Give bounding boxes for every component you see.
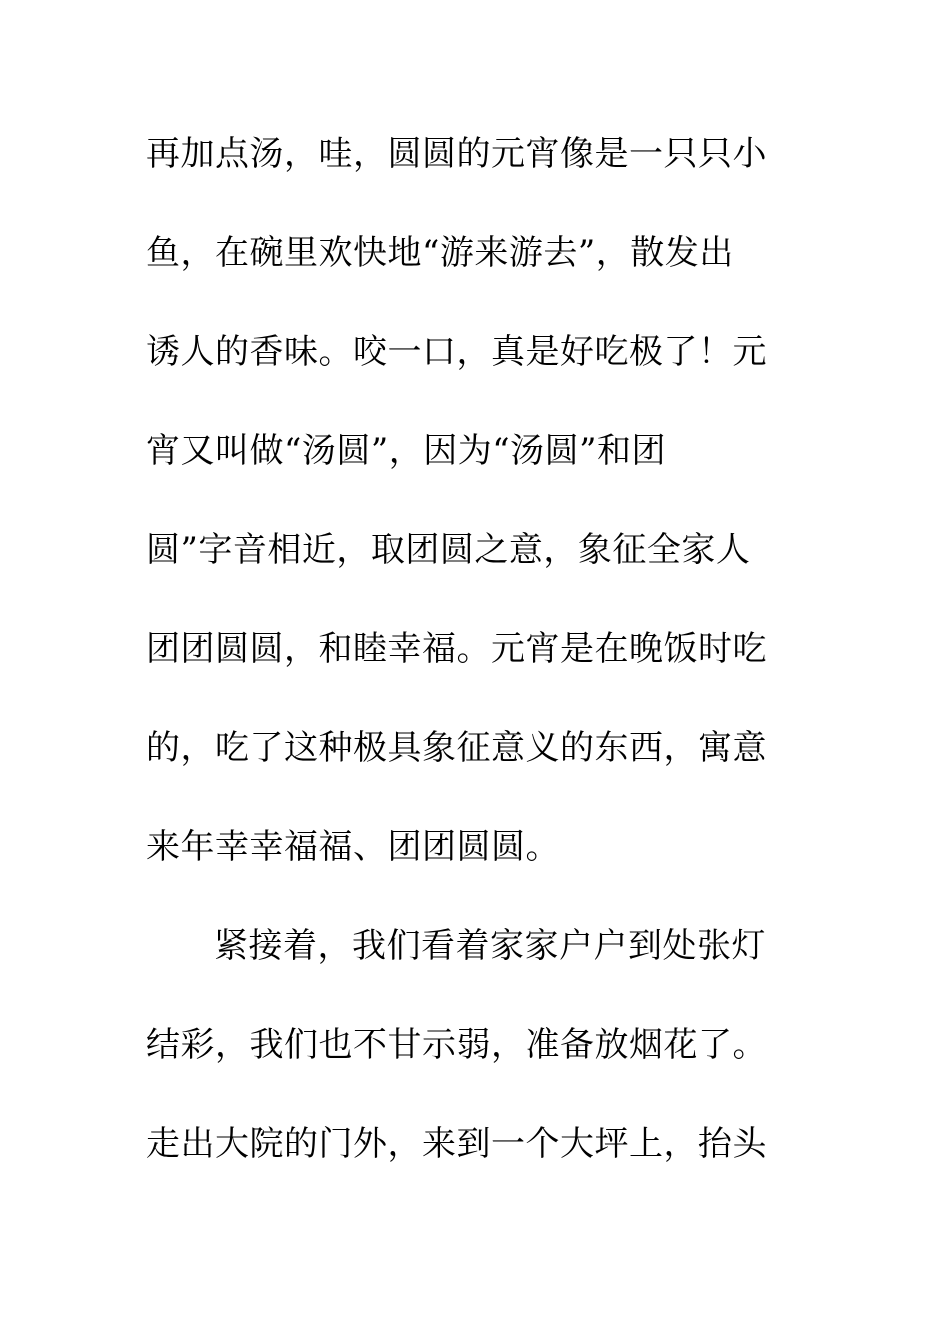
text-line: 结彩，我们也不甘示弱，准备放烟花了。 [146, 1025, 767, 1065]
text-line: 圆”字音相近，取团圆之意，象征全家人 [146, 530, 751, 570]
text-line: 的，吃了这种极具象征意义的东西，寓意 [146, 728, 767, 768]
text-line: 走出大院的门外，来到一个大坪上，抬头 [146, 1124, 767, 1164]
body-text [146, 122, 786, 1211]
text-line: 再加点汤，哇，圆圆的元宵像是一只只小 [146, 134, 767, 174]
paragraph-start-line: 紧接着，我们看着家家户户到处张灯 [214, 926, 766, 966]
text-line: 来年幸幸福福、团团圆圆。 [146, 827, 560, 867]
text-line: 鱼，在碗里欢快地“游来游去”，散发出 [146, 233, 734, 273]
text-line: 宵又叫做“汤圆”，因为“汤圆”和团 [146, 431, 667, 471]
text-line: 诱人的香味。咬一口，真是好吃极了！元 [146, 332, 767, 372]
text-line: 团团圆圆，和睦幸福。元宵是在晚饭时吃 [146, 629, 767, 669]
